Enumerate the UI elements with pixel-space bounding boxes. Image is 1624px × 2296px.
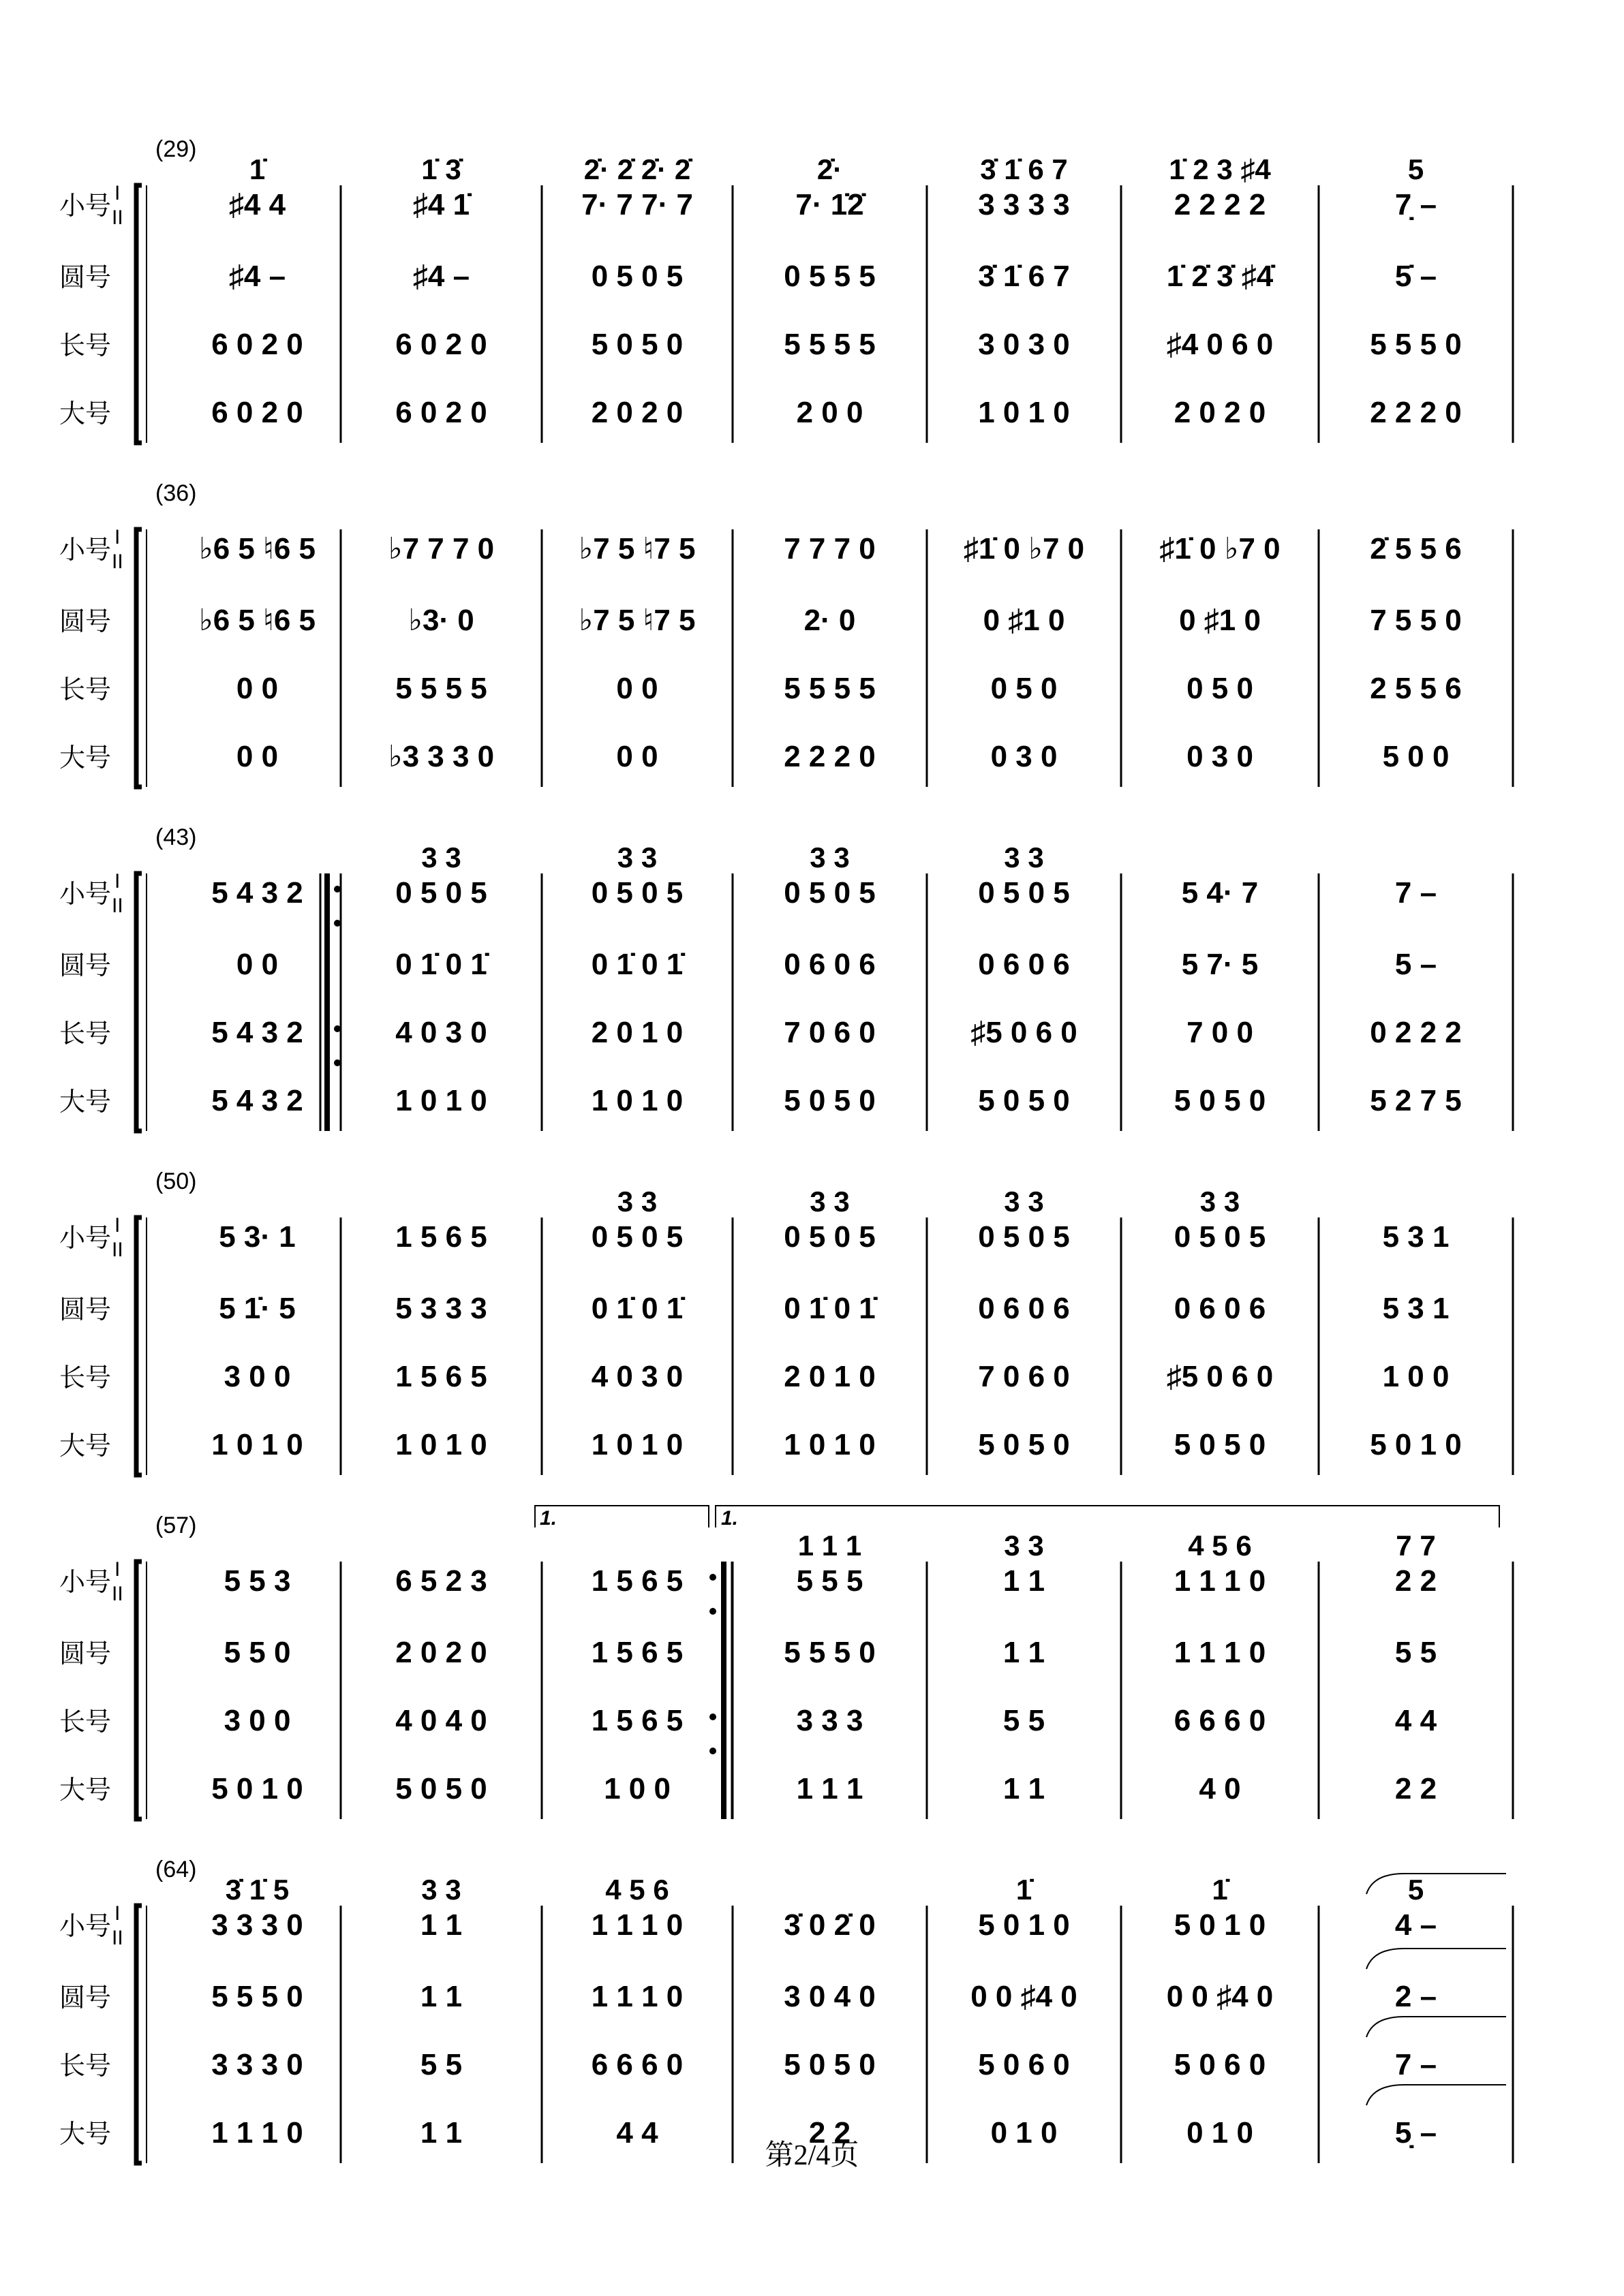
- trumpet-notes: 5 5 5: [796, 1564, 863, 1598]
- trumpet-notes: 4 –: [1394, 1908, 1437, 1942]
- horn-notes: 1 1: [420, 1980, 463, 2013]
- tuba-notes: 5 4 3 2: [211, 1084, 303, 1117]
- trombone-notes: 5 5 5 5: [784, 672, 876, 705]
- horn-notes: 2· 0: [803, 604, 856, 637]
- measure-number: (57): [155, 1512, 197, 1538]
- trombone-notes: 4 0 4 0: [395, 1704, 487, 1737]
- instrument-label: 圆号: [59, 1640, 112, 1669]
- instrument-part-roman: II: [112, 1583, 123, 1605]
- horn-notes: ♭6 5 ♮6 5: [198, 604, 316, 637]
- tuba-notes: 5 0 5 0: [784, 1084, 876, 1117]
- trombone-notes: 1 5 6 5: [591, 1704, 684, 1737]
- horn-notes: 5 3 3 3: [395, 1292, 487, 1325]
- horn-notes: 5̇ –: [1394, 260, 1437, 293]
- tuba-notes: 5̣ –: [1394, 2116, 1437, 2150]
- repeat-dot: [709, 1713, 716, 1720]
- trombone-notes: 5 0 6 0: [978, 2048, 1070, 2081]
- tuba-notes: 4 4: [616, 2116, 658, 2150]
- repeat-dot: [709, 1748, 716, 1754]
- trombone-notes: 2 5 5 6: [1370, 672, 1462, 705]
- tuba-notes: 1 0 1 0: [211, 1428, 303, 1461]
- horn-notes: 5 1̇· 5: [219, 1292, 296, 1325]
- trumpet-notes: 0 5 0 5: [591, 876, 684, 910]
- instrument-part-roman: II: [112, 1927, 123, 1949]
- tie-curve: [1366, 2017, 1506, 2037]
- horn-notes: 3 0 4 0: [784, 1980, 876, 2013]
- measure-number: (64): [155, 1857, 197, 1882]
- trumpet-upper-notes: 1̇ 3̇: [421, 153, 461, 185]
- system-bracket: [136, 1562, 142, 1819]
- trumpet-notes: 1 1: [420, 1908, 463, 1942]
- horn-notes: ♭3· 0: [408, 604, 474, 637]
- trombone-notes: 5 5 5 5: [784, 328, 876, 361]
- tuba-notes: 0 3 0: [990, 740, 1058, 773]
- system-bracket: [136, 185, 142, 443]
- horn-notes: 0 5 5 5: [784, 260, 876, 293]
- tuba-notes: 1 1: [420, 2116, 463, 2150]
- trumpet-notes: 7 –: [1394, 876, 1437, 910]
- trumpet-notes: 3 3 3 3: [978, 188, 1070, 221]
- trumpet-upper-notes: 2̇· 2̇ 2̇· 2̇: [583, 153, 691, 185]
- trumpet-notes: 0 5 0 5: [395, 876, 487, 910]
- horn-notes: 0 0 ♯4 0: [970, 1980, 1077, 2013]
- trumpet-upper-notes: 3 3: [421, 841, 461, 873]
- instrument-part-roman: II: [112, 550, 123, 573]
- instrument-label: 圆号: [59, 608, 112, 636]
- tuba-notes: 4 0: [1199, 1772, 1241, 1805]
- trumpet-notes: 5 0 1 0: [1174, 1908, 1266, 1942]
- trumpet-upper-notes: 1 1 1: [797, 1530, 862, 1562]
- measure-number: (36): [155, 480, 197, 506]
- trumpet-notes: 2 2: [1394, 1564, 1437, 1598]
- trumpet-upper-notes: 1̇ 2 3 ♯4: [1169, 153, 1271, 185]
- trombone-notes: 5 4 3 2: [211, 1016, 303, 1049]
- instrument-part-roman: II: [112, 206, 123, 229]
- instrument-part-roman: I: [114, 870, 121, 893]
- tuba-notes: 1 0 1 0: [978, 396, 1070, 429]
- trumpet-upper-notes: 3 3: [617, 841, 658, 873]
- tuba-notes: 1 0 1 0: [395, 1428, 487, 1461]
- trombone-notes: 4 0 3 0: [591, 1360, 684, 1393]
- repeat-dot: [709, 1574, 716, 1581]
- trombone-notes: 7 0 0: [1186, 1016, 1253, 1049]
- tie-curve: [1366, 1874, 1506, 1894]
- trumpet-notes: 0 5 0 5: [1174, 1220, 1266, 1254]
- trumpet-notes: 1 1 1 0: [1174, 1564, 1266, 1598]
- trombone-notes: 4 4: [1394, 1704, 1437, 1737]
- horn-notes: 5 5: [1394, 1636, 1437, 1669]
- trumpet-upper-notes: 3̇ 1̇ 5: [225, 1874, 290, 1906]
- trombone-notes: 2 0 1 0: [784, 1360, 876, 1393]
- trumpet-upper-notes: 3 3: [810, 1185, 850, 1217]
- trumpet-notes: 5 4 3 2: [211, 876, 303, 910]
- trumpet-notes: 3 3 3 0: [211, 1908, 303, 1942]
- instrument-label: 大号: [59, 1088, 112, 1117]
- trombone-notes: 1 5 6 5: [395, 1360, 487, 1393]
- instrument-label: 大号: [59, 1776, 112, 1805]
- trumpet-upper-notes: 1̇: [249, 153, 266, 185]
- volta-label: 1.: [721, 1507, 739, 1530]
- instrument-part-roman: I: [114, 182, 121, 204]
- tuba-notes: 1 0 0: [604, 1772, 671, 1805]
- trumpet-notes: ♭6 5 ♮6 5: [198, 532, 316, 565]
- trumpet-notes: 5 4· 7: [1181, 876, 1259, 910]
- trumpet-upper-notes: 4 5 6: [1188, 1530, 1252, 1562]
- instrument-label: 长号: [59, 1020, 112, 1049]
- tuba-notes: 0 0: [236, 740, 279, 773]
- instrument-label: 圆号: [59, 1296, 112, 1324]
- trombone-notes: 5 0 6 0: [1174, 2048, 1266, 2081]
- trombone-notes: 7 0 6 0: [978, 1360, 1070, 1393]
- trombone-notes: 6 0 2 0: [211, 328, 303, 361]
- trumpet-upper-notes: 4 5 6: [605, 1874, 669, 1906]
- measure-number: (29): [155, 136, 197, 162]
- trumpet-notes: ♯4 4: [228, 188, 286, 221]
- tuba-notes: 1 1 1: [796, 1772, 863, 1805]
- trumpet-upper-notes: 3 3: [1199, 1185, 1240, 1217]
- trumpet-notes: ♭7 7 7 0: [388, 532, 495, 565]
- trumpet-notes: 1 5 6 5: [591, 1564, 684, 1598]
- trumpet-upper-notes: 3 3: [421, 1874, 461, 1906]
- horn-notes: 0 ♯1 0: [983, 604, 1065, 637]
- trombone-notes: 3 0 0: [224, 1360, 291, 1393]
- tuba-notes: 1 1: [1002, 1772, 1045, 1805]
- horn-notes: ♯4 –: [412, 260, 470, 293]
- trumpet-notes: ♯1̇ 0 ♭7 0: [1159, 532, 1281, 565]
- horn-notes: 1̇ 2̇ 3̇ ♯4̇: [1166, 260, 1274, 293]
- instrument-part-roman: I: [114, 1558, 121, 1581]
- horn-notes: 0 6 0 6: [978, 948, 1070, 981]
- trombone-notes: ♯4 0 6 0: [1166, 328, 1274, 361]
- trumpet-notes: 1 1: [1002, 1564, 1045, 1598]
- trumpet-upper-notes: 1̇: [1212, 1874, 1228, 1906]
- tie-curve: [1366, 1949, 1506, 1969]
- instrument-label: 长号: [59, 1364, 112, 1393]
- tuba-notes: 2 2: [808, 2116, 851, 2150]
- instrument-part-roman: I: [114, 1902, 121, 1925]
- tuba-notes: 2 2 2 0: [784, 740, 876, 773]
- trumpet-notes: 2̇ 5 5 6: [1370, 532, 1462, 565]
- horn-notes: 3̇ 1̇ 6 7: [978, 260, 1070, 293]
- horn-notes: 0 0 ♯4 0: [1166, 1980, 1274, 2013]
- volta-label: 1.: [540, 1507, 557, 1530]
- trumpet-upper-notes: 3 3: [1004, 1530, 1044, 1562]
- page-number: 第2/4页: [765, 2140, 859, 2171]
- horn-notes: 2 –: [1394, 1980, 1437, 2013]
- trumpet-upper-notes: 3̇ 1̇ 6 7: [980, 153, 1068, 185]
- tuba-notes: 0 0: [616, 740, 658, 773]
- horn-notes: ♯4 –: [228, 260, 286, 293]
- horn-notes: 0 1̇ 0 1̇: [591, 948, 684, 981]
- trumpet-upper-notes: 1̇: [1015, 1874, 1032, 1906]
- instrument-label: 大号: [59, 2120, 112, 2149]
- trombone-notes: 5 5: [420, 2048, 463, 2081]
- trumpet-notes: 0 5 0 5: [978, 876, 1070, 910]
- horn-notes: 0 5 0 5: [591, 260, 684, 293]
- trumpet-notes: 6 5 2 3: [395, 1564, 487, 1598]
- instrument-label: 长号: [59, 2052, 112, 2081]
- trombone-notes: ♯5 0 6 0: [970, 1016, 1077, 1049]
- system-bracket: [136, 529, 142, 787]
- tuba-notes: 6 0 2 0: [211, 396, 303, 429]
- horn-notes: 0 ♯1 0: [1179, 604, 1261, 637]
- trombone-notes: 6 6 6 0: [1174, 1704, 1266, 1737]
- trumpet-notes: 0 5 0 5: [784, 1220, 876, 1254]
- instrument-label: 小号: [59, 1568, 112, 1597]
- trumpet-notes: 1 1 1 0: [591, 1908, 684, 1942]
- trumpet-upper-notes: 3 3: [1004, 1185, 1044, 1217]
- system-bracket: [136, 1217, 142, 1475]
- trumpet-notes: 5 3 1: [1382, 1220, 1450, 1254]
- trumpet-notes: 0 5 0 5: [784, 876, 876, 910]
- instrument-part-roman: II: [112, 1239, 123, 1261]
- trombone-notes: 6 6 6 0: [591, 2048, 684, 2081]
- instrument-label: 大号: [59, 744, 112, 773]
- repeat-dot: [709, 1608, 716, 1615]
- trombone-notes: 0 5 0: [1186, 672, 1253, 705]
- trumpet-upper-notes: 7 7: [1396, 1530, 1436, 1562]
- horn-notes: 1 1 1 0: [591, 1980, 684, 2013]
- tuba-notes: 0 1 0: [1186, 2116, 1253, 2150]
- trumpet-notes: 3̇ 0 2̇ 0: [784, 1908, 876, 1942]
- instrument-part-roman: I: [114, 1214, 121, 1237]
- instrument-label: 小号: [59, 1912, 112, 1941]
- horn-notes: 5 5 0: [224, 1636, 291, 1669]
- trumpet-upper-notes: 5: [1407, 153, 1424, 185]
- instrument-label: 大号: [59, 400, 112, 429]
- trombone-notes: 5 0 5 0: [784, 2048, 876, 2081]
- trumpet-notes: 2 2 2 2: [1174, 188, 1266, 221]
- instrument-label: 圆号: [59, 1984, 112, 2013]
- instrument-label: 长号: [59, 332, 112, 360]
- horn-notes: 0 1̇ 0 1̇: [395, 948, 487, 981]
- trombone-notes: 7 –: [1394, 2048, 1437, 2081]
- trombone-notes: 4 0 3 0: [395, 1016, 487, 1049]
- trumpet-notes: 0 5 0 5: [591, 1220, 684, 1254]
- trombone-notes: 3 3 3: [796, 1704, 863, 1737]
- trumpet-upper-notes: 3 3: [1004, 841, 1044, 873]
- system-bracket: [136, 873, 142, 1131]
- tuba-notes: 5 0 5 0: [395, 1772, 487, 1805]
- tuba-notes: ♭3 3 3 0: [388, 740, 495, 773]
- trumpet-notes: 5 5 3: [224, 1564, 291, 1598]
- trumpet-notes: 5 3· 1: [219, 1220, 296, 1254]
- trombone-notes: 0 0: [236, 672, 279, 705]
- trombone-notes: 3 3 3 0: [211, 2048, 303, 2081]
- trombone-notes: 6 0 2 0: [395, 328, 487, 361]
- horn-notes: 0 6 0 6: [1174, 1292, 1266, 1325]
- instrument-label: 圆号: [59, 952, 112, 980]
- horn-notes: 5 7· 5: [1181, 948, 1259, 981]
- tie-curve: [1366, 2085, 1506, 2105]
- tuba-notes: 5 2 7 5: [1370, 1084, 1462, 1117]
- repeat-dot: [334, 920, 341, 927]
- horn-notes: 2 0 2 0: [395, 1636, 487, 1669]
- instrument-part-roman: II: [112, 895, 123, 917]
- repeat-dot: [334, 886, 341, 893]
- tuba-notes: 5 0 0: [1382, 740, 1450, 773]
- trumpet-notes: ♯4 1̇: [412, 188, 470, 221]
- tuba-notes: 5 0 1 0: [1370, 1428, 1462, 1461]
- tuba-notes: 1 1 1 0: [211, 2116, 303, 2150]
- horn-notes: 5 5 5 0: [784, 1636, 876, 1669]
- instrument-label: 大号: [59, 1432, 112, 1461]
- instrument-label: 小号: [59, 536, 112, 565]
- trumpet-notes: 7· 7 7· 7: [581, 188, 693, 221]
- trumpet-notes: 1 5 6 5: [395, 1220, 487, 1254]
- trumpet-upper-notes: 5: [1407, 1874, 1424, 1906]
- trombone-notes: 0 2 2 2: [1370, 1016, 1462, 1049]
- tuba-notes: 6 0 2 0: [395, 396, 487, 429]
- trombone-notes: 5 5: [1002, 1704, 1045, 1737]
- trumpet-upper-notes: 3 3: [810, 841, 850, 873]
- horn-notes: 1 1 1 0: [1174, 1636, 1266, 1669]
- trombone-notes: 1 0 0: [1382, 1360, 1450, 1393]
- trombone-notes: 0 0: [616, 672, 658, 705]
- repeat-dot: [334, 1059, 341, 1066]
- instrument-label: 长号: [59, 676, 112, 704]
- tuba-notes: 0 3 0: [1186, 740, 1253, 773]
- instrument-label: 长号: [59, 1708, 112, 1737]
- system-bracket: [136, 1906, 142, 2163]
- measure-number: (50): [155, 1168, 197, 1194]
- horn-notes: ♭7 5 ♮7 5: [579, 604, 696, 637]
- horn-notes: 5 –: [1394, 948, 1437, 981]
- horn-notes: 0 0: [236, 948, 279, 981]
- trumpet-upper-notes: 3 3: [617, 1185, 658, 1217]
- horn-notes: 5 3 1: [1382, 1292, 1450, 1325]
- instrument-label: 圆号: [59, 264, 112, 292]
- tuba-notes: 5 0 5 0: [978, 1084, 1070, 1117]
- trombone-notes: 3 0 3 0: [978, 328, 1070, 361]
- instrument-label: 小号: [59, 192, 112, 221]
- horn-notes: 1 1: [1002, 1636, 1045, 1669]
- volta-bracket: [535, 1506, 709, 1527]
- tuba-notes: 0 1 0: [990, 2116, 1058, 2150]
- horn-notes: 0 6 0 6: [784, 948, 876, 981]
- trumpet-notes: 7· 1̇2̇: [795, 188, 864, 221]
- tuba-notes: 5 0 5 0: [1174, 1084, 1266, 1117]
- horn-notes: 0 1̇ 0 1̇: [591, 1292, 684, 1325]
- tuba-notes: 1 0 1 0: [395, 1084, 487, 1117]
- trumpet-notes: 7 7 7 0: [784, 532, 876, 565]
- instrument-label: 小号: [59, 880, 112, 909]
- trumpet-notes: 0 5 0 5: [978, 1220, 1070, 1254]
- tuba-notes: 1 0 1 0: [784, 1428, 876, 1461]
- tuba-notes: 2 0 2 0: [591, 396, 684, 429]
- tuba-notes: 2 2 2 0: [1370, 396, 1462, 429]
- horn-notes: 0 1̇ 0 1̇: [784, 1292, 876, 1325]
- trombone-notes: 7 0 6 0: [784, 1016, 876, 1049]
- trombone-notes: ♯5 0 6 0: [1166, 1360, 1274, 1393]
- trombone-notes: 2 0 1 0: [591, 1016, 684, 1049]
- tuba-notes: 2 0 0: [796, 396, 863, 429]
- tuba-notes: 2 0 2 0: [1174, 396, 1266, 429]
- tuba-notes: 2 2: [1394, 1772, 1437, 1805]
- instrument-label: 小号: [59, 1224, 112, 1253]
- trumpet-notes: ♭7 5 ♮7 5: [579, 532, 696, 565]
- volta-bracket: [716, 1506, 1499, 1527]
- tuba-notes: 1 0 1 0: [591, 1084, 684, 1117]
- trombone-notes: 3 0 0: [224, 1704, 291, 1737]
- horn-notes: 5 5 5 0: [211, 1980, 303, 2013]
- trombone-notes: 0 5 0: [990, 672, 1058, 705]
- repeat-dot: [334, 1025, 341, 1032]
- trombone-notes: 5 5 5 5: [395, 672, 487, 705]
- horn-notes: 7 5 5 0: [1370, 604, 1462, 637]
- tuba-notes: 5 0 5 0: [1174, 1428, 1266, 1461]
- tuba-notes: 1 0 1 0: [591, 1428, 684, 1461]
- measure-number: (43): [155, 824, 197, 850]
- trombone-notes: 5 0 5 0: [591, 328, 684, 361]
- instrument-part-roman: I: [114, 526, 121, 548]
- horn-notes: 1 5 6 5: [591, 1636, 684, 1669]
- trombone-notes: 5 5 5 0: [1370, 328, 1462, 361]
- tuba-notes: 5 0 5 0: [978, 1428, 1070, 1461]
- horn-notes: 0 6 0 6: [978, 1292, 1070, 1325]
- trumpet-notes: 7̣ –: [1394, 188, 1437, 221]
- tuba-notes: 5 0 1 0: [211, 1772, 303, 1805]
- trumpet-upper-notes: 2̇·: [816, 153, 843, 185]
- trumpet-notes: ♯1̇ 0 ♭7 0: [963, 532, 1085, 565]
- trumpet-notes: 5 0 1 0: [978, 1908, 1070, 1942]
